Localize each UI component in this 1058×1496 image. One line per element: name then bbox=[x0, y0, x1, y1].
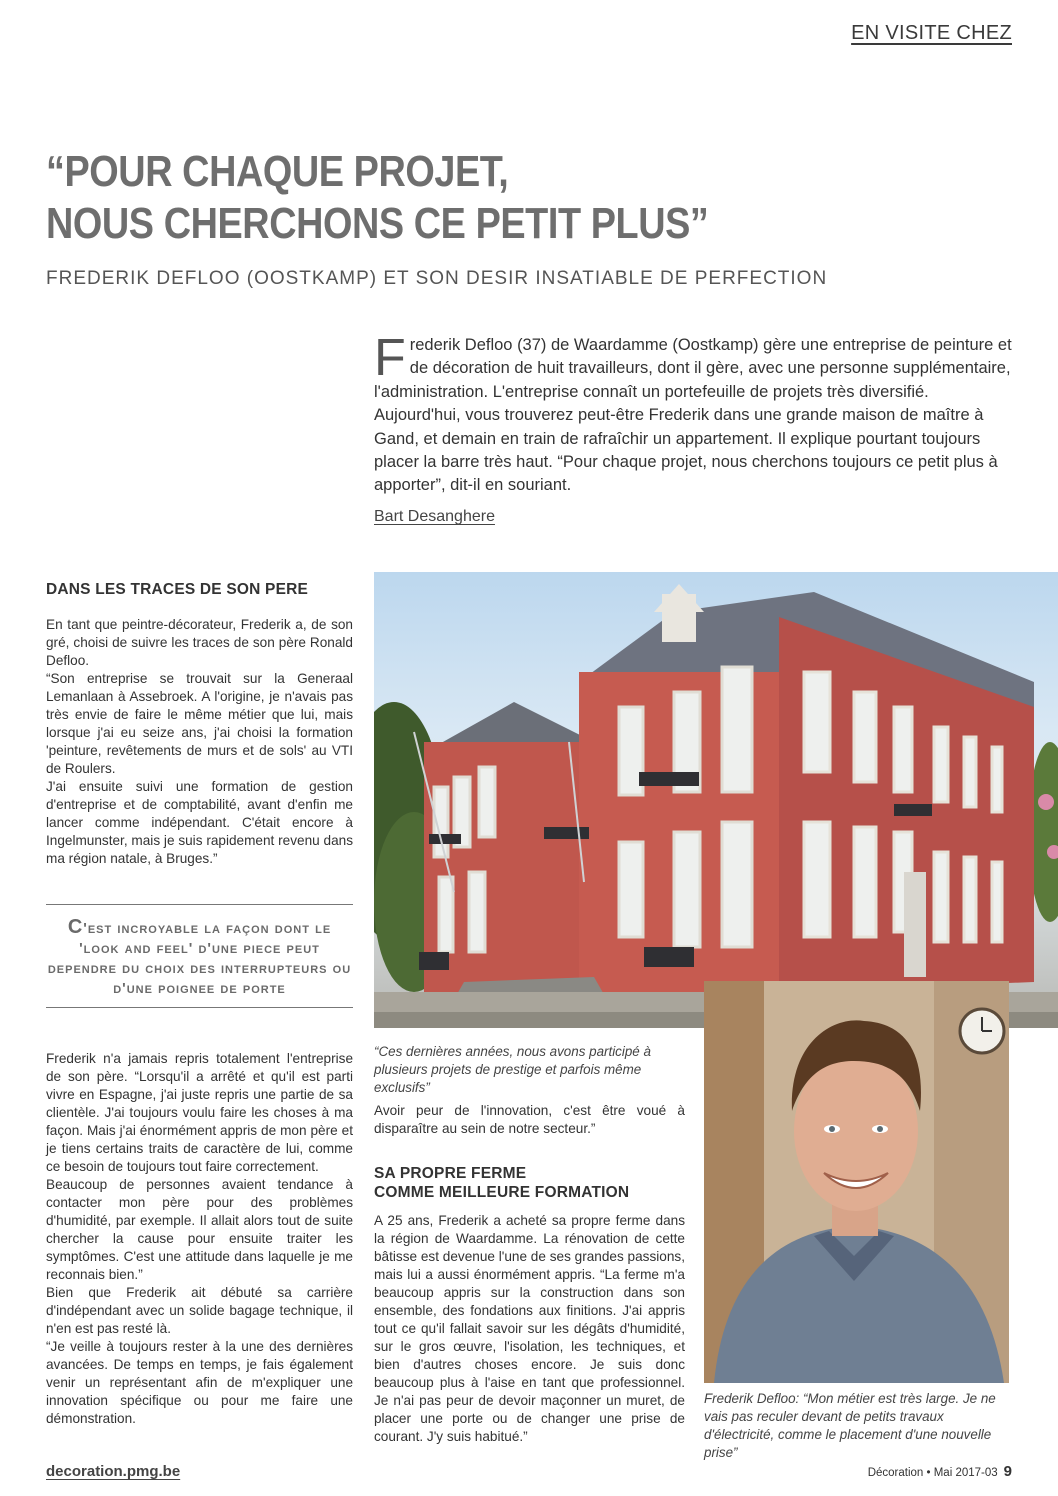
footer-website-link[interactable]: decoration.pmg.be bbox=[46, 1463, 181, 1480]
section-heading-ferme bbox=[374, 1164, 685, 1202]
section-tag: EN VISITE CHEZ bbox=[851, 22, 1012, 44]
article-subtitle: FREDERIK DEFLOO (OOSTKAMP) ET SON DESIR INSATIABLE DE PERFECTION bbox=[46, 268, 828, 289]
pull-quote-initial: C bbox=[67, 916, 84, 938]
page-headline: “POUR CHAQUE PROJET, NOUS CHERCHONS CE PETIT PLUS” bbox=[46, 147, 709, 248]
paragraph: “Je veille à toujours rester à la une des dernières avancées. De temps en temps, je fais également venir un représentant afin de m'expliquer une innovation spécifique ou pour me faire une démonstration. bbox=[46, 1339, 353, 1426]
mansion-illustration bbox=[374, 572, 1058, 1028]
left-column-text-2 bbox=[46, 1050, 353, 1428]
intro-paragraph bbox=[374, 329, 1012, 498]
paragraph: Beaucoup de personnes avaient tendance à contacter mon père pour des problèmes d'humidité, par exemple. Il allait alors tout de suite chercher la cause pour ensuite traiter les symptômes. C'est une attitude dans laquelle je me reconnais bien.” bbox=[46, 1177, 353, 1282]
paragraph: “Son entreprise se trouvait sur la Generaal Lemanlaan à Assebroek. A l'origine, je n'avais pas très envie de faire le même métier que lui, mais lorsque j'ai eu seize ans, j'ai choisi la formation 'peinture, revêtements de murs et de sols' au VTI de Roulers. bbox=[46, 671, 353, 776]
portrait-caption: Frederik Defloo: “Mon métier est très large. Je ne vais pas reculer devant de petits travaux d'électricité, comme le placement d'une nouvelle prise” bbox=[704, 1391, 996, 1460]
issue-label: Décoration • Mai 2017-03 bbox=[867, 1467, 998, 1479]
portrait-illustration bbox=[704, 981, 1009, 1383]
middle-paragraph-2: A 25 ans, Frederik a acheté sa propre ferme dans la région de Waardamme. La rénovation de cette bâtisse est devenue l'une de ses grandes passions, mais lui a aussi énormément appris. “La ferme m'a beaucoup appris sur la construction dans son ensemble, des fondations aux finitions. J'ai appris tout ce qu'il fallait savoir sur les dégâts d'humidité, sur le gros œuvre, l'isolation, les techniques, et bien d'autres choses encore. Je suis donc beaucoup plus à l'aise en tant que professionnel. Je n'ai pas peur de devoir maçonner un muret, de placer une porte ou de changer une prise de courant. J'y suis habitué.” bbox=[374, 1213, 685, 1444]
drop-cap: F bbox=[374, 329, 406, 387]
pull-quote bbox=[46, 904, 353, 1008]
intro-text: rederik Defloo (37) de Waardamme (Oostkamp) gère une entreprise de peinture et de décoration de huit travailleurs, dont il gère, avec une personne supplémentaire, l'administration. L'entreprise connaît un portefeuille de projets très diversifié. Aujourd'hui, vous trouverez peut-être Frederik dans une grande maison de maître à Gand, et demain en train de rafraîchir un appartement. Il explique pourtant toujours placer la barre très haut. “Pour chaque projet, nous cherchons toujours ce petit plus à apporter”, dit-il en souriant. bbox=[374, 336, 1012, 495]
mansion-photo bbox=[374, 572, 1058, 1028]
heading-line: COMME MEILLEURE FORMATION bbox=[374, 1184, 630, 1201]
portrait-photo bbox=[704, 981, 1009, 1383]
paragraph: En tant que peintre-décorateur, Frederik a, de son gré, choisi de suivre les traces de son père Ronald Defloo. bbox=[46, 617, 353, 668]
section-heading-traces: DANS LES TRACES DE SON PERE bbox=[46, 581, 309, 598]
mansion-photo-caption: “Ces dernières années, nous avons participé à plusieurs projets de prestige et parfois même exclusifs” bbox=[374, 1044, 651, 1095]
paragraph: J'ai ensuite suivi une formation de gestion d'entreprise et de comptabilité, avant d'enfin me lancer comme indépendant. C'était encore à Ingelmunster, mais je suis rapidement revenu dans ma région natale, à Bruges.” bbox=[46, 779, 353, 866]
left-column-text-1 bbox=[46, 616, 353, 868]
author-byline[interactable]: Bart Desanghere bbox=[374, 508, 495, 525]
heading-line: SA PROPRE FERME bbox=[374, 1165, 527, 1182]
middle-paragraph-1: Avoir peur de l'innovation, c'est être voué à disparaître au sein de notre secteur.” bbox=[374, 1103, 685, 1136]
page-number: 9 bbox=[1003, 1463, 1012, 1480]
paragraph: Frederik n'a jamais repris totalement l'entreprise de son père. “Lorsqu'il a arrêté et qu'il est parti vivre en Espagne, j'ai juste repris une partie de sa clientèle. J'ai toujours voulu faire les choses à ma façon. Mais j'ai énormément appris de mon père et je tiens certains traits de caractère de lui, comme ce besoin de toujours tout faire correctement. bbox=[46, 1051, 353, 1174]
paragraph: Bien que Frederik ait débuté sa carrière d'indépendant avec un solide bagage technique, il n'en est pas resté là. bbox=[46, 1285, 353, 1336]
pull-quote-text: 'est incroyable la façon dont le 'look and feel' d'une piece peut dependre du choix des interrupteurs ou d'une poignee de porte bbox=[47, 920, 352, 997]
footer-issue bbox=[868, 1463, 1012, 1480]
